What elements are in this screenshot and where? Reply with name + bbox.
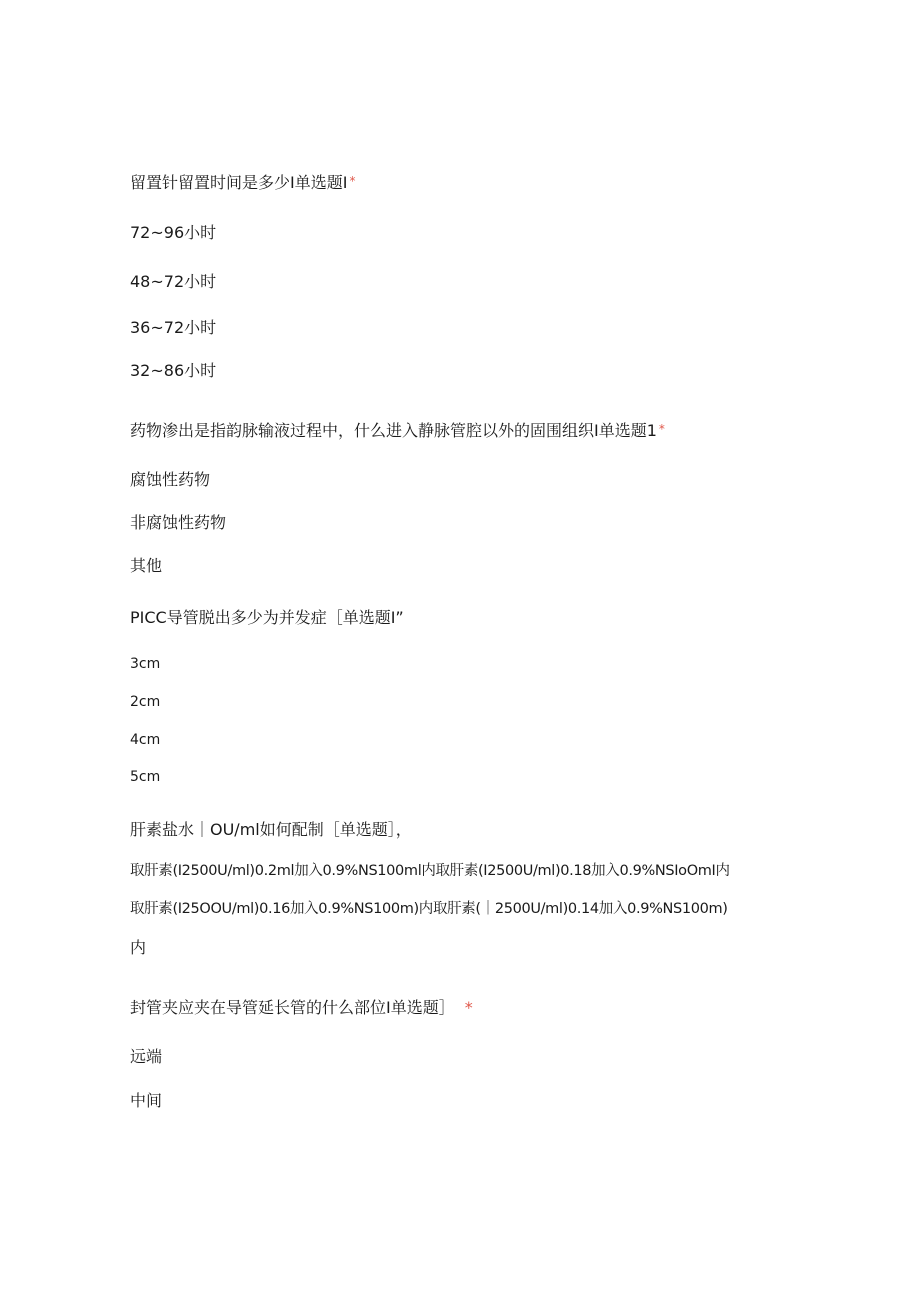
question-5-title: 封管夹应夹在导管延长管的什么部位I单选题］ * [130, 998, 473, 1017]
question-3-option-3[interactable]: 4cm [130, 732, 161, 748]
required-mark: * [349, 174, 356, 188]
question-4-options-line-2[interactable]: 取肝素(I25OOU∕ml)0.16加入0.9%NS100m)内取肝素(｜2500U∕ml)0.14加入0.9%NS100m) [130, 901, 728, 917]
question-2-option-3[interactable]: 其他 [130, 556, 163, 575]
question-5-option-2[interactable]: 中间 [130, 1091, 163, 1110]
question-1-option-2[interactable]: 48~72小时 [130, 272, 217, 291]
required-mark: * [658, 422, 665, 436]
question-1-option-4[interactable]: 32~86小时 [130, 361, 217, 380]
question-4-title: 肝素盐水｜OU∕ml如何配制［单选题］， [130, 820, 412, 839]
question-2-option-1[interactable]: 腐蚀性药物 [130, 470, 211, 489]
question-3-option-2[interactable]: 2cm [130, 694, 161, 710]
question-2-title: 药物渗出是指韵脉输液过程中，什么进入静脉管腔以外的固围组织I单选题1 * [130, 421, 665, 440]
question-1-title: 留置针留置时间是多少I单选题I * [130, 173, 356, 192]
required-mark: * [464, 998, 473, 1017]
question-3-title: PICC导管脱出多少为并发症［单选题I” [130, 608, 404, 627]
question-4-options-line-1[interactable]: 取肝素(I2500U∕ml)0.2ml加入0.9%NS100ml内取肝素(I2500U∕ml)0.18加入0.9%NSIoOmI内 [130, 863, 730, 879]
question-1-option-1[interactable]: 72~96小时 [130, 223, 217, 242]
question-2-option-2[interactable]: 非腐蚀性药物 [130, 513, 227, 532]
question-3-option-4[interactable]: 5cm [130, 769, 161, 785]
question-3-option-1[interactable]: 3cm [130, 656, 161, 672]
question-5-option-1[interactable]: 远端 [130, 1047, 163, 1066]
question-4-options-line-3[interactable]: 内 [130, 938, 147, 957]
question-1-option-3[interactable]: 36~72小时 [130, 318, 217, 337]
